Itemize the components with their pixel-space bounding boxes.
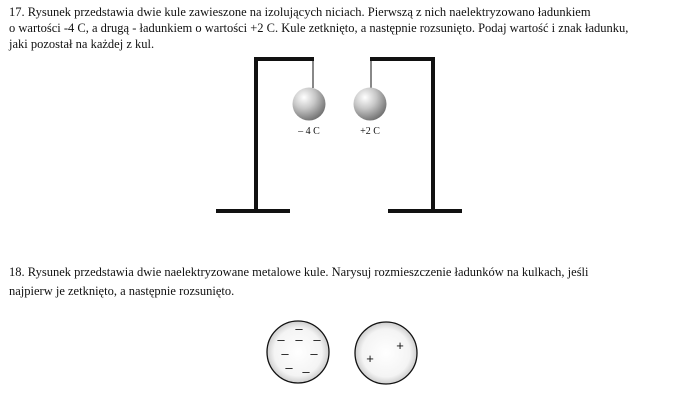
problem-17-line-3: jaki pozostał na każdej z kul. — [9, 37, 155, 51]
negative-charge: – — [302, 364, 310, 379]
problem-17-line-1: 17. Rysunek przedstawia dwie kule zawieszone na izolujących niciach. Pierwszą z nich naelektryzowano ładunkiem — [9, 5, 591, 19]
negative-charge: – — [295, 332, 303, 347]
right-ball-label: +2 C — [360, 126, 380, 137]
negative-charge: – — [313, 332, 321, 347]
positive-sphere — [355, 322, 417, 384]
problem-18-line-2: najpierw je zetknięto, a następnie rozsunięto. — [9, 284, 235, 298]
positive-charge: + — [366, 351, 374, 366]
negative-charge: – — [277, 332, 285, 347]
problem-17-line-2: o wartości -4 C, a drugą - ładunkiem o wartości +2 C. Kule zetknięto, a następnie rozsunięto. Podaj wartość i znak ładunku, — [9, 21, 629, 35]
negative-charge: – — [295, 321, 303, 336]
right-ball — [354, 88, 387, 121]
negative-charge: – — [285, 360, 293, 375]
left-ball-label: – 4 C — [298, 126, 320, 137]
right-stand — [370, 57, 462, 213]
positive-charge: + — [396, 338, 404, 353]
negative-charge: – — [310, 346, 318, 361]
left-ball — [293, 88, 326, 121]
problem-18-line-1: 18. Rysunek przedstawia dwie naelektryzowane metalowe kule. Narysuj rozmieszczenie ładunków na kulkach, jeśli — [9, 265, 589, 279]
negative-charge: – — [281, 346, 289, 361]
